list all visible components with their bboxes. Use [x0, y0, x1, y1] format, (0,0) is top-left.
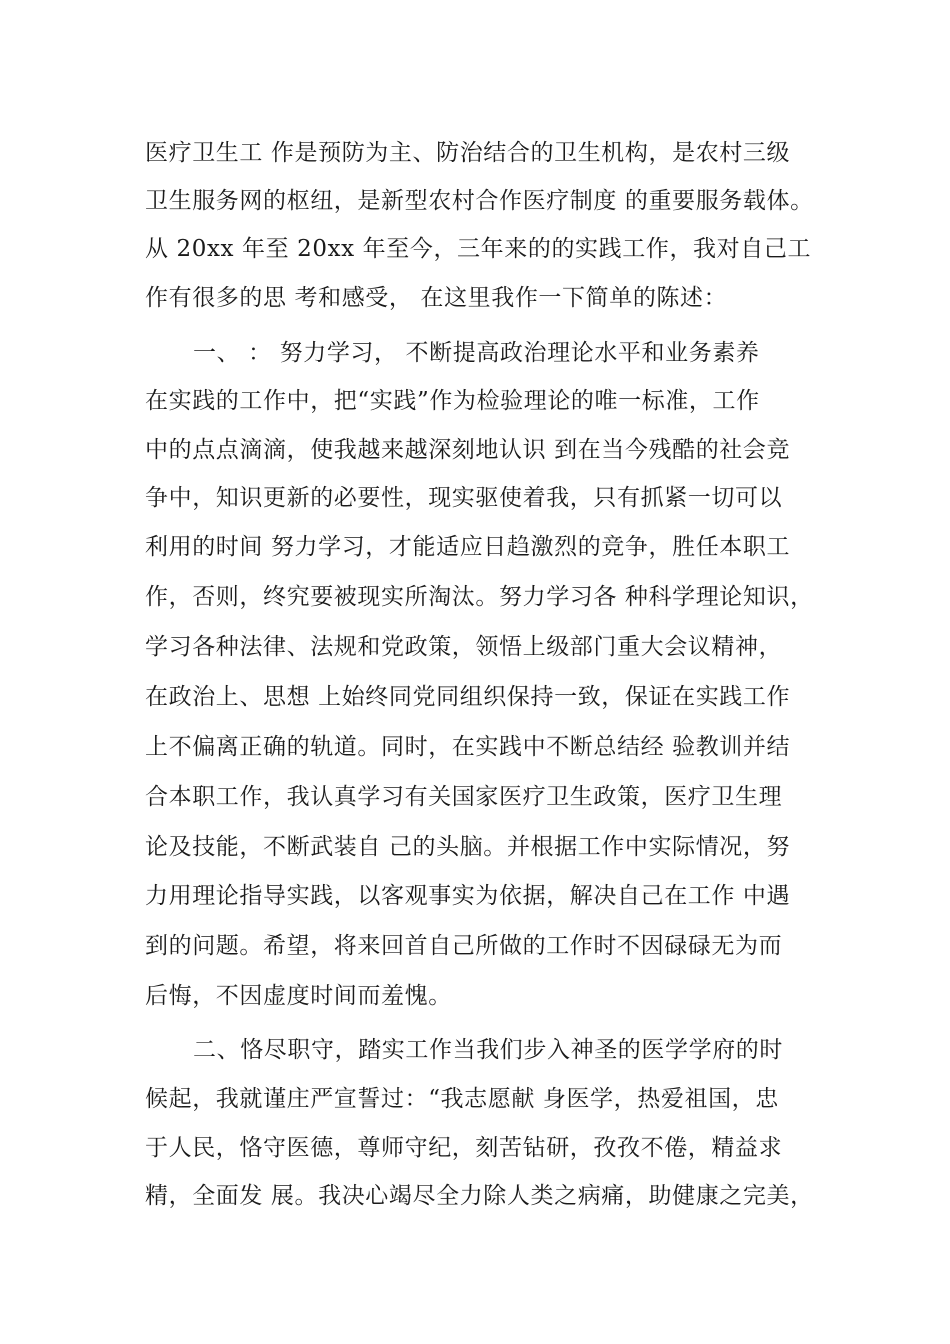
text-line: 卫生服务网的枢纽，是新型农村合作医疗制度 的重要服务载体。: [145, 188, 814, 214]
text-line: 在实践的工作中，把“实践”作为检验理论的唯一标准，工作: [145, 388, 760, 414]
text-line: 作有很多的思 考和感受， 在这里我作一下简单的陈述：: [145, 285, 728, 311]
text-line: 从 20xx 年至 20xx 年至今，三年来的的实践工作，我对自己工: [145, 236, 812, 262]
text-line: 在政治上、思想 上始终同党同组织保持一致，保证在实践工作: [145, 684, 791, 710]
text-line: 力用理论指导实践，以客观事实为依据，解决自己在工作 中遇: [145, 883, 791, 909]
text-line: 中的点点滴滴，使我越来越深刻地认识 到在当今残酷的社会竞: [145, 437, 791, 463]
text-line: 作，否则，终究要被现实所淘汰。努力学习各 种科学理论知识，: [145, 584, 814, 610]
text-line: 合本职工作，我认真学习有关国家医疗卫生政策，医疗卫生理: [145, 784, 783, 810]
section-heading: 二、恪尽职守，踏实工作当我们步入神圣的医学学府的时: [193, 1037, 783, 1063]
text-line: 于人民，恪守医德，尊师守纪，刻苦钻研，孜孜不倦，精益求: [145, 1135, 783, 1161]
text-line: 后悔，不因虚度时间而羞愧。: [145, 983, 452, 1009]
text-line: 学习各种法律、法规和党政策，领悟上级部门重大会议精神，: [145, 634, 783, 660]
text-line: 候起，我就谨庄严宣誓过：“我志愿献 身医学，热爱祖国，忠: [145, 1086, 779, 1112]
text-line: 利用的时间 努力学习，才能适应日趋激烈的竞争，胜任本职工: [145, 534, 791, 560]
text-line: 争中，知识更新的必要性，现实驱使着我，只有抓紧一切可以: [145, 485, 783, 511]
section-heading: 一、 ： 努力学习， 不断提高政治理论水平和业务素养: [193, 340, 760, 366]
text-line: 医疗卫生工 作是预防为主、防治结合的卫生机构，是农村三级: [145, 140, 791, 166]
text-line: 精，全面发 展。我决心竭尽全力除人类之病痛，助健康之完美，: [145, 1183, 814, 1209]
text-line: 上不偏离正确的轨道。同时，在实践中不断总结经 验教训并结: [145, 734, 791, 760]
text-line: 到的问题。希望，将来回首自己所做的工作时不因碌碌无为而: [145, 933, 783, 959]
text-line: 论及技能，不断武装自 己的头脑。并根据工作中实际情况，努: [145, 834, 791, 860]
